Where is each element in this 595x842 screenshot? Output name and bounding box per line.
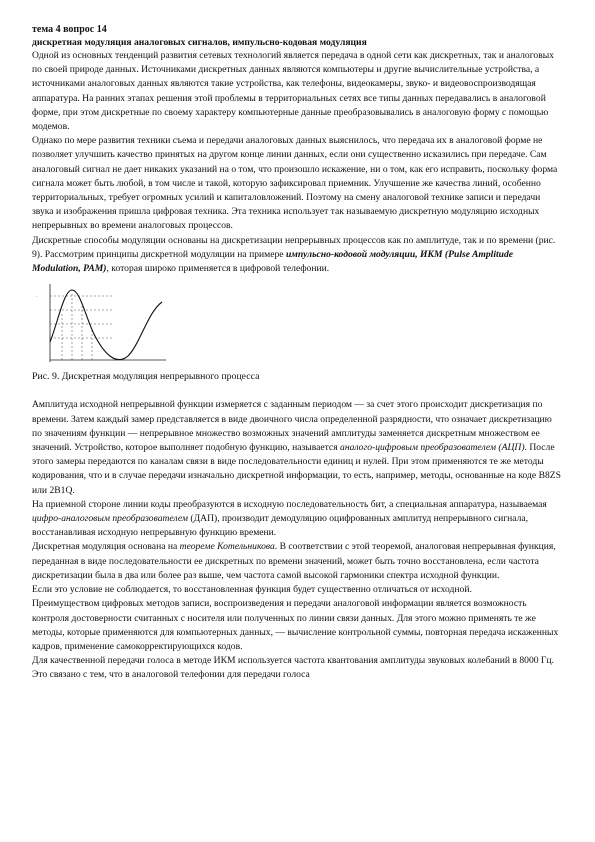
paragraph-6-emphasis: теореме Котельникова: [179, 541, 275, 553]
paragraph-8: Преимуществом цифровых методов записи, воспроизведения и передачи аналоговой информации является возможность контроля достоверности считанных с носителя или полученных по линии связи данных. Для этого можно применять те же методы, которые применяются для компьютерных данных, — вычисление контрольной суммы, повторная передача искаженных кадров, применение самокорректирующихся кодов.: [32, 598, 559, 652]
paragraph-3: [32, 234, 564, 277]
paragraph-5-text: На приемной стороне линии коды преобразуются в исходную последовательность бит, а специальная аппаратура, называемая: [32, 498, 547, 510]
paragraph-7: Если это условие не соблюдается, то восстановленная функция будет существенно отличаться от исходной.: [32, 584, 472, 596]
paragraph-4-text: Амплитуда исходной непрерывной функции измеряется с заданным периодом — за счет этого происходит дискретизация по времени. Затем каждый замер представляется в виде двоичного числа определенной разрядности, что означает дискретизацию по значениям функции — непрерывное множество возможных значений амплитуды заменяется дискретным множеством ее значений. Устройство, которое выполняет подобную функцию, называется: [32, 399, 552, 454]
paragraph-3-emphasis: импульсно-кодовой модуляции, ИКМ (Pulse Amplitude Modulation, PAM): [32, 248, 514, 275]
paragraph-6: [32, 540, 564, 583]
paragraph-5-emphasis: цифро-аналоговым преобразователем: [32, 513, 189, 525]
document-title: тема 4 вопрос 14: [32, 24, 107, 35]
figure-caption: Рис. 9. Дискретная модуляция непрерывного процесса: [32, 371, 260, 383]
paragraph-5-tail: (ДАП), производит демодуляцию оцифрованных амплитуд непрерывного сигнала, восстанавливая исходную непрерывную функцию времени.: [32, 513, 529, 539]
paragraph-4-tail: . После этого замеры передаются по каналам связи в виде последовательности единиц и нулей. При этом применяются те же методы кодирования, что и в случае передачи изначально дискретной информации, то есть, например, методы, основанные на коде B8ZS или 2B1Q.: [32, 442, 561, 496]
paragraph-4-emphasis: аналого-цифровым преобразователем (АЦП): [340, 442, 525, 454]
paragraph-5: [32, 498, 564, 541]
discrete-modulation-graph: [32, 282, 172, 366]
svg-text:·: ·: [36, 294, 38, 301]
continuous-signal-curve: [50, 290, 162, 360]
document-page: [32, 23, 564, 683]
paragraph-3-text: Дискретные способы модуляции основаны на дискретизации непрерывных процессов как по амплитуде, так и по времени (рис. 9). Рассмотрим принципы дискретной модуляции на примере: [32, 234, 556, 260]
paragraph-6-tail: . В соответствии с этой теоремой, аналоговая непрерывная функция, переданная в виде последовательности ее дискретных по времени значений, может быть точно восстановлена, если частота дискретизации была в два или более раз выше, чем частота самой высокой гармоники спектра исходной функции.: [32, 541, 556, 581]
paragraph-4: [32, 398, 564, 497]
document-subtitle: дискретная модуляция аналоговых сигналов, импульсно-кодовая модуляция: [32, 37, 367, 48]
paragraph-3-tail: , которая широко применяется в цифровой телефонии.: [106, 263, 330, 275]
paragraph-1: Одной из основных тенденций развития сетевых технологий является передача в одной сети как дискретных, так и аналоговых по своей природе данных. Источниками дискретных данных являются компьютеры и другие вычислительные устройства, а источниками аналоговых данных являются такие устройства, как телефоны, видеокамеры, звуко- и видеовоспроизводящая аппаратура. На ранних этапах решения этой проблемы в территориальных сетях все типы данных передавались в аналоговой форме, при этом дискретные по своему характеру компьютерные данные преобразовывались в аналоговую форму с помощью модемов.: [32, 50, 554, 133]
paragraph-2: Однако по мере развития техники съема и передачи аналоговых данных выяснилось, что передача их в аналоговой форме не позволяет улучшить качество принятых на другом конце линии данных, если они существенно исказились при передаче. Сам аналоговый сигнал не дает никаких указаний на о том, что произошло искажение, ни о том, как его исправить, поскольку форма сигнала может быть любой, в том числе и такой, которую зафиксировал приемник. Улучшение же качества линий, особенно территориальных, требует огромных усилий и капиталовложений. Поэтому на смену аналоговой технике записи и передачи звука и изображения пришла цифровая техника. Эта техника использует так называемую дискретную модуляцию исходных непрерывных во времени аналоговых процессов.: [32, 135, 558, 232]
figure-9: [32, 282, 564, 366]
paragraph-9: Для качественной передачи голоса в методе ИКМ используется частота квантования амплитуды звуковых колебаний в 8000 Гц. Это связано с тем, что в аналоговой телефонии для передачи голоса: [32, 655, 555, 681]
paragraph-6-text: Дискретная модуляция основана на: [32, 541, 180, 553]
